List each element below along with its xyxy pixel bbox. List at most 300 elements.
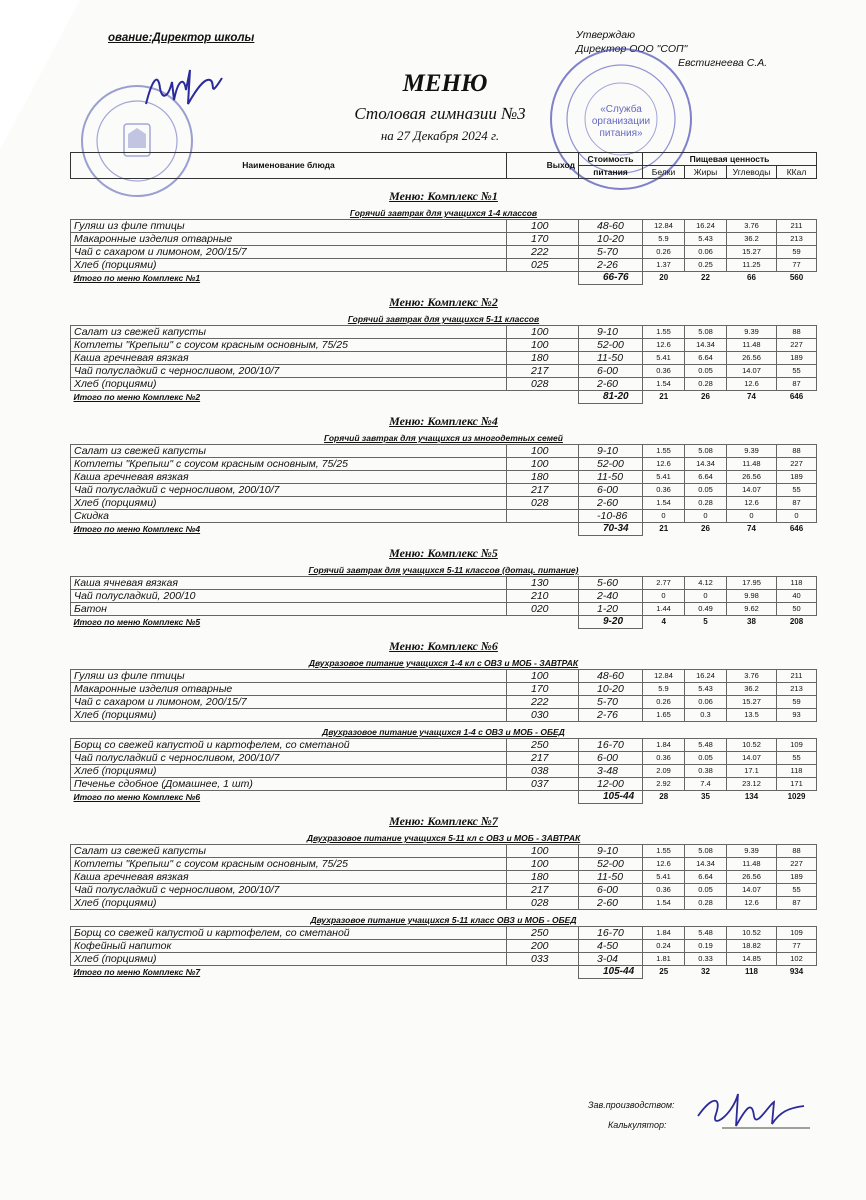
dish-carbs: 26.56 bbox=[727, 471, 777, 484]
dish-carbs: 13.5 bbox=[727, 709, 777, 722]
dish-output: 100 bbox=[507, 445, 579, 458]
dish-fat: 16.24 bbox=[685, 670, 727, 683]
menu-item-row bbox=[71, 577, 817, 590]
dish-price: 52-00 bbox=[579, 458, 643, 471]
dish-kcal: 213 bbox=[777, 683, 817, 696]
dish-protein: 0 bbox=[643, 510, 685, 523]
production-signature bbox=[692, 1086, 812, 1134]
total-kcal: 1029 bbox=[787, 792, 806, 802]
total-carbs: 74 bbox=[747, 392, 756, 402]
dish-protein: 1.55 bbox=[643, 845, 685, 858]
dish-fat: 5.43 bbox=[685, 233, 727, 246]
dish-carbs: 12.6 bbox=[727, 497, 777, 510]
menu-item-row bbox=[71, 259, 817, 272]
dish-carbs: 0 bbox=[727, 510, 777, 523]
calculator-label: Калькулятор: bbox=[608, 1120, 667, 1130]
menu-item-row bbox=[71, 590, 817, 603]
dish-output: 250 bbox=[507, 739, 579, 752]
dish-protein: 2.77 bbox=[643, 577, 685, 590]
menu-item-row bbox=[71, 339, 817, 352]
svg-text:питания»: питания» bbox=[599, 128, 643, 139]
dish-kcal: 189 bbox=[777, 352, 817, 365]
dish-carbs: 12.6 bbox=[727, 378, 777, 391]
dish-protein: 1.55 bbox=[643, 326, 685, 339]
dish-price: 2-60 bbox=[579, 378, 643, 391]
total-price: 9-20 bbox=[579, 616, 643, 629]
total-carbs: 38 bbox=[747, 617, 756, 627]
dish-protein: 1.37 bbox=[643, 259, 685, 272]
dish-kcal: 0 bbox=[777, 510, 817, 523]
total-label: Итого по меню Комплекс №4 bbox=[73, 524, 201, 535]
dish-name: Макаронные изделия отварные bbox=[71, 233, 507, 246]
dish-output: 170 bbox=[507, 233, 579, 246]
dish-fat: 0.19 bbox=[685, 940, 727, 953]
dish-output: 217 bbox=[507, 752, 579, 765]
dish-fat: 7.4 bbox=[685, 778, 727, 791]
dish-protein: 1.65 bbox=[643, 709, 685, 722]
dish-protein: 12.6 bbox=[643, 858, 685, 871]
dish-carbs: 26.56 bbox=[727, 352, 777, 365]
dish-kcal: 87 bbox=[777, 378, 817, 391]
col-price-header-2: питания bbox=[579, 166, 643, 179]
dish-carbs: 23.12 bbox=[727, 778, 777, 791]
dish-output: 180 bbox=[507, 352, 579, 365]
dish-carbs: 9.39 bbox=[727, 445, 777, 458]
dish-name: Чай с сахаром и лимоном, 200/15/7 bbox=[71, 696, 507, 709]
section-title-row bbox=[71, 536, 817, 561]
dish-output: 037 bbox=[507, 778, 579, 791]
dish-name: Хлеб (порциями) bbox=[71, 259, 507, 272]
menu-item-row bbox=[71, 445, 817, 458]
dish-kcal: 102 bbox=[777, 953, 817, 966]
dish-fat: 0 bbox=[685, 510, 727, 523]
total-kcal: 646 bbox=[789, 392, 804, 402]
dish-name: Батон bbox=[71, 603, 507, 616]
total-price: 105-44 bbox=[579, 791, 643, 804]
approval-left: ование:Директор школы bbox=[108, 32, 255, 44]
dish-name: Кофейный напиток bbox=[71, 940, 507, 953]
dish-kcal: 87 bbox=[777, 497, 817, 510]
dish-price: 11-50 bbox=[579, 871, 643, 884]
total-protein: 21 bbox=[659, 392, 669, 402]
section-title: Меню: Комплекс №5 bbox=[389, 546, 498, 560]
dish-protein: 5.41 bbox=[643, 352, 685, 365]
dish-fat: 0.05 bbox=[685, 365, 727, 378]
menu-item-row bbox=[71, 670, 817, 683]
dish-price: 2-60 bbox=[579, 497, 643, 510]
dish-kcal: 50 bbox=[777, 603, 817, 616]
total-kcal: 646 bbox=[789, 524, 804, 534]
dish-fat: 0.28 bbox=[685, 497, 727, 510]
dish-carbs: 3.76 bbox=[727, 670, 777, 683]
menu-item-row bbox=[71, 696, 817, 709]
total-carbs: 118 bbox=[745, 967, 758, 977]
dish-output: 210 bbox=[507, 590, 579, 603]
dish-output: 030 bbox=[507, 709, 579, 722]
dish-protein: 1.54 bbox=[643, 497, 685, 510]
dish-name: Салат из свежей капусты bbox=[71, 445, 507, 458]
total-label: Итого по меню Комплекс №5 bbox=[73, 617, 201, 628]
section-title: Меню: Комплекс №4 bbox=[389, 414, 498, 428]
dish-carbs: 9.39 bbox=[727, 326, 777, 339]
dish-protein: 5.41 bbox=[643, 871, 685, 884]
total-label: Итого по меню Комплекс №1 bbox=[73, 273, 201, 284]
dish-output: 222 bbox=[507, 246, 579, 259]
dish-name: Чай полусладкий с черносливом, 200/10/7 bbox=[71, 884, 507, 897]
menu-item-row bbox=[71, 752, 817, 765]
total-fat: 32 bbox=[701, 967, 710, 977]
dish-fat: 0 bbox=[685, 590, 727, 603]
dish-protein: 2.92 bbox=[643, 778, 685, 791]
dish-price: 6-00 bbox=[579, 484, 643, 497]
total-carbs: 134 bbox=[744, 792, 759, 802]
page-title: МЕНЮ bbox=[402, 70, 488, 97]
section-title-row bbox=[71, 804, 817, 829]
dish-protein: 1.55 bbox=[643, 445, 685, 458]
dish-carbs: 26.56 bbox=[727, 871, 777, 884]
dish-price: 1-20 bbox=[579, 603, 643, 616]
dish-price: 10-20 bbox=[579, 683, 643, 696]
dish-fat: 5.43 bbox=[685, 683, 727, 696]
dish-price: 12-00 bbox=[579, 778, 643, 791]
col-protein-header: Белки bbox=[643, 166, 685, 179]
dish-protein: 2.09 bbox=[643, 765, 685, 778]
dish-name: Котлеты "Крепыш" с соусом красным основным, 75/25 bbox=[71, 339, 507, 352]
dish-name: Гуляш из филе птицы bbox=[71, 670, 507, 683]
dish-protein: 12.6 bbox=[643, 339, 685, 352]
dish-output: 033 bbox=[507, 953, 579, 966]
menu-item-row bbox=[71, 471, 817, 484]
dish-carbs: 14.07 bbox=[727, 484, 777, 497]
menu-item-row bbox=[71, 940, 817, 953]
dish-price: 10-20 bbox=[579, 233, 643, 246]
menu-item-row bbox=[71, 858, 817, 871]
dish-name: Гуляш из филе птицы bbox=[71, 220, 507, 233]
menu-item-row bbox=[71, 778, 817, 791]
dish-carbs: 15.27 bbox=[727, 246, 777, 259]
section-title: Меню: Комплекс №6 bbox=[389, 639, 498, 653]
dish-fat: 0.25 bbox=[685, 259, 727, 272]
menu-item-row bbox=[71, 709, 817, 722]
meal-subtitle-row bbox=[71, 828, 817, 845]
dish-price: 5-70 bbox=[579, 696, 643, 709]
menu-item-row bbox=[71, 845, 817, 858]
section-total-row bbox=[71, 966, 817, 979]
meal-subtitle-row bbox=[71, 722, 817, 739]
menu-item-row bbox=[71, 352, 817, 365]
total-fat: 5 bbox=[703, 617, 708, 627]
dish-output: 028 bbox=[507, 378, 579, 391]
dish-name: Макаронные изделия отварные bbox=[71, 683, 507, 696]
section-title-row bbox=[71, 629, 817, 654]
svg-text:«Служба: «Служба bbox=[600, 104, 642, 115]
dish-kcal: 227 bbox=[777, 858, 817, 871]
dish-price: 5-70 bbox=[579, 246, 643, 259]
dish-kcal: 211 bbox=[777, 670, 817, 683]
dish-name: Салат из свежей капусты bbox=[71, 326, 507, 339]
dish-output: 100 bbox=[507, 858, 579, 871]
dish-protein: 0.36 bbox=[643, 752, 685, 765]
section-title: Меню: Комплекс №2 bbox=[389, 295, 498, 309]
dish-fat: 5.48 bbox=[685, 927, 727, 940]
menu-table bbox=[70, 152, 817, 979]
dish-name: Чай с сахаром и лимоном, 200/15/7 bbox=[71, 246, 507, 259]
dish-kcal: 227 bbox=[777, 339, 817, 352]
dish-price: 9-10 bbox=[579, 445, 643, 458]
menu-item-row bbox=[71, 871, 817, 884]
dish-name: Котлеты "Крепыш" с соусом красным основным, 75/25 bbox=[71, 458, 507, 471]
section-total-row bbox=[71, 391, 817, 404]
dish-protein: 1.44 bbox=[643, 603, 685, 616]
menu-item-row bbox=[71, 326, 817, 339]
dish-kcal: 171 bbox=[777, 778, 817, 791]
total-fat: 26 bbox=[701, 392, 710, 402]
dish-fat: 5.08 bbox=[685, 445, 727, 458]
dish-kcal: 189 bbox=[777, 471, 817, 484]
dish-output: 100 bbox=[507, 339, 579, 352]
dish-protein: 0.36 bbox=[643, 365, 685, 378]
dish-carbs: 36.2 bbox=[727, 683, 777, 696]
dish-kcal: 213 bbox=[777, 233, 817, 246]
dish-output: 100 bbox=[507, 670, 579, 683]
dish-price: 6-00 bbox=[579, 365, 643, 378]
dish-kcal: 77 bbox=[777, 940, 817, 953]
meal-subtitle: Двухразовое питание учащихся 5-11 класс ОВЗ и МОБ - ОБЕД bbox=[310, 915, 577, 925]
dish-protein: 1.84 bbox=[643, 927, 685, 940]
dish-fat: 5.08 bbox=[685, 326, 727, 339]
dish-price: 6-00 bbox=[579, 752, 643, 765]
dish-price: 3-48 bbox=[579, 765, 643, 778]
meal-subtitle: Горячий завтрак для учащихся 1-4 классов bbox=[349, 208, 538, 218]
dish-name: Хлеб (порциями) bbox=[71, 765, 507, 778]
dish-name: Каша гречневая вязкая bbox=[71, 352, 507, 365]
dish-protein: 1.54 bbox=[643, 897, 685, 910]
dish-fat: 0.05 bbox=[685, 752, 727, 765]
dish-output: 217 bbox=[507, 484, 579, 497]
dish-fat: 5.08 bbox=[685, 845, 727, 858]
meal-subtitle-row bbox=[71, 309, 817, 326]
dish-carbs: 10.52 bbox=[727, 739, 777, 752]
dish-output: 222 bbox=[507, 696, 579, 709]
dish-kcal: 88 bbox=[777, 445, 817, 458]
dish-price: 52-00 bbox=[579, 339, 643, 352]
menu-item-row bbox=[71, 739, 817, 752]
dish-protein: 1.54 bbox=[643, 378, 685, 391]
dish-kcal: 59 bbox=[777, 246, 817, 259]
total-protein: 20 bbox=[659, 273, 669, 283]
dish-kcal: 227 bbox=[777, 458, 817, 471]
dish-name: Хлеб (порциями) bbox=[71, 897, 507, 910]
col-nutrition-header: Пищевая ценность bbox=[643, 153, 817, 166]
dish-carbs: 14.07 bbox=[727, 365, 777, 378]
dish-fat: 14.34 bbox=[685, 458, 727, 471]
col-kcal-header: ККал bbox=[777, 166, 817, 179]
dish-carbs: 14.85 bbox=[727, 953, 777, 966]
dish-carbs: 15.27 bbox=[727, 696, 777, 709]
meal-subtitle: Горячий завтрак для учащихся 5-11 классов (дотац. питание) bbox=[308, 565, 579, 575]
col-fat-header: Жиры bbox=[685, 166, 727, 179]
dish-protein: 5.9 bbox=[643, 233, 685, 246]
dish-kcal: 118 bbox=[777, 765, 817, 778]
dish-output: 217 bbox=[507, 884, 579, 897]
dish-carbs: 12.6 bbox=[727, 897, 777, 910]
dish-output: 100 bbox=[507, 326, 579, 339]
dish-kcal: 109 bbox=[777, 927, 817, 940]
dish-protein: 12.84 bbox=[643, 220, 685, 233]
dish-protein: 0 bbox=[643, 590, 685, 603]
dish-name: Каша гречневая вязкая bbox=[71, 471, 507, 484]
dish-output bbox=[507, 510, 579, 523]
dish-kcal: 55 bbox=[777, 752, 817, 765]
dish-fat: 0.33 bbox=[685, 953, 727, 966]
dish-name: Чай полусладкий с черносливом, 200/10/7 bbox=[71, 752, 507, 765]
total-protein: 21 bbox=[659, 524, 669, 534]
dish-kcal: 55 bbox=[777, 884, 817, 897]
dish-price: 6-00 bbox=[579, 884, 643, 897]
dish-output: 025 bbox=[507, 259, 579, 272]
dish-output: 250 bbox=[507, 927, 579, 940]
dish-carbs: 17.95 bbox=[727, 577, 777, 590]
menu-item-row bbox=[71, 765, 817, 778]
total-fat: 26 bbox=[701, 524, 710, 534]
dish-carbs: 9.62 bbox=[727, 603, 777, 616]
total-label: Итого по меню Комплекс №6 bbox=[73, 792, 201, 803]
dish-fat: 0.05 bbox=[685, 884, 727, 897]
dish-protein: 12.6 bbox=[643, 458, 685, 471]
dish-price: 3-04 bbox=[579, 953, 643, 966]
section-title-row bbox=[71, 285, 817, 310]
meal-subtitle: Горячий завтрак для учащихся 5-11 классов bbox=[347, 314, 540, 324]
dish-carbs: 14.07 bbox=[727, 884, 777, 897]
total-carbs: 74 bbox=[747, 524, 756, 534]
dish-fat: 6.64 bbox=[685, 471, 727, 484]
dish-output: 100 bbox=[507, 220, 579, 233]
total-price: 81-20 bbox=[579, 391, 643, 404]
dish-price: 16-70 bbox=[579, 739, 643, 752]
total-carbs: 66 bbox=[747, 273, 756, 283]
dish-name: Хлеб (порциями) bbox=[71, 709, 507, 722]
dish-carbs: 10.52 bbox=[727, 927, 777, 940]
dish-fat: 0.06 bbox=[685, 246, 727, 259]
total-kcal: 934 bbox=[789, 967, 804, 977]
dish-carbs: 18.82 bbox=[727, 940, 777, 953]
total-protein: 4 bbox=[661, 617, 666, 627]
menu-item-row bbox=[71, 884, 817, 897]
dish-carbs: 14.07 bbox=[727, 752, 777, 765]
dish-name: Котлеты "Крепыш" с соусом красным основным, 75/25 bbox=[71, 858, 507, 871]
total-kcal: 560 bbox=[789, 273, 804, 283]
dish-name: Чай полусладкий с черносливом, 200/10/7 bbox=[71, 484, 507, 497]
dish-carbs: 9.39 bbox=[727, 845, 777, 858]
director-name: Евстигнеева С.А. bbox=[678, 57, 768, 69]
total-fat: 22 bbox=[701, 273, 710, 283]
dish-fat: 6.64 bbox=[685, 871, 727, 884]
total-protein: 28 bbox=[659, 792, 669, 802]
dish-fat: 0.06 bbox=[685, 696, 727, 709]
total-price: 70-34 bbox=[579, 523, 643, 536]
menu-item-row bbox=[71, 220, 817, 233]
production-label: Зав.производством: bbox=[588, 1100, 675, 1110]
meal-subtitle: Двухразовое питание учащихся 1-4 с ОВЗ и МОБ - ОБЕД bbox=[322, 727, 565, 737]
menu-item-row bbox=[71, 897, 817, 910]
dish-output: 200 bbox=[507, 940, 579, 953]
dish-price: 4-50 bbox=[579, 940, 643, 953]
col-output-header: Выход bbox=[507, 153, 579, 179]
dish-protein: 0.24 bbox=[643, 940, 685, 953]
dish-kcal: 109 bbox=[777, 739, 817, 752]
section-total-row bbox=[71, 523, 817, 536]
dish-carbs: 3.76 bbox=[727, 220, 777, 233]
dish-kcal: 55 bbox=[777, 365, 817, 378]
dish-name: Чай полусладкий с черносливом, 200/10/7 bbox=[71, 365, 507, 378]
menu-item-row bbox=[71, 458, 817, 471]
dish-carbs: 9.98 bbox=[727, 590, 777, 603]
menu-item-row bbox=[71, 484, 817, 497]
dish-carbs: 11.48 bbox=[727, 339, 777, 352]
dish-price: 2-76 bbox=[579, 709, 643, 722]
total-fat: 35 bbox=[701, 792, 710, 802]
dish-fat: 4.12 bbox=[685, 577, 727, 590]
menu-item-row bbox=[71, 233, 817, 246]
menu-item-row bbox=[71, 510, 817, 523]
total-protein: 25 bbox=[659, 967, 669, 977]
dish-output: 038 bbox=[507, 765, 579, 778]
dish-fat: 0.3 bbox=[685, 709, 727, 722]
dish-kcal: 118 bbox=[777, 577, 817, 590]
dish-output: 020 bbox=[507, 603, 579, 616]
dish-protein: 5.9 bbox=[643, 683, 685, 696]
dish-carbs: 11.48 bbox=[727, 458, 777, 471]
dish-price: 9-10 bbox=[579, 326, 643, 339]
table-header-row-1 bbox=[71, 153, 817, 166]
dish-price: 52-00 bbox=[579, 858, 643, 871]
dish-kcal: 88 bbox=[777, 326, 817, 339]
col-name-header: Наименование блюда bbox=[71, 153, 507, 179]
section-title: Меню: Комплекс №1 bbox=[389, 189, 498, 203]
director-label: Директор ООО "СОП" bbox=[576, 43, 688, 55]
meal-subtitle: Двухразовое питание учащихся 5-11 кл с ОВЗ и МОБ - ЗАВТРАК bbox=[306, 833, 581, 843]
dish-price: 48-60 bbox=[579, 220, 643, 233]
dish-carbs: 36.2 bbox=[727, 233, 777, 246]
dish-price: 2-60 bbox=[579, 897, 643, 910]
dish-name: Каша гречневая вязкая bbox=[71, 871, 507, 884]
meal-subtitle-row bbox=[71, 203, 817, 220]
dish-kcal: 59 bbox=[777, 696, 817, 709]
dish-name: Хлеб (порциями) bbox=[71, 953, 507, 966]
dish-carbs: 17.1 bbox=[727, 765, 777, 778]
dish-price: 5-60 bbox=[579, 577, 643, 590]
dish-fat: 0.05 bbox=[685, 484, 727, 497]
section-title: Меню: Комплекс №7 bbox=[389, 814, 498, 828]
dish-name: Печенье сдобное (Домашнее, 1 шт) bbox=[71, 778, 507, 791]
dish-kcal: 93 bbox=[777, 709, 817, 722]
dish-protein: 5.41 bbox=[643, 471, 685, 484]
dish-kcal: 55 bbox=[777, 484, 817, 497]
section-total-row bbox=[71, 791, 817, 804]
total-price: 105-44 bbox=[579, 966, 643, 979]
menu-item-row bbox=[71, 683, 817, 696]
dish-kcal: 189 bbox=[777, 871, 817, 884]
meal-subtitle-row bbox=[71, 653, 817, 670]
dish-protein: 1.81 bbox=[643, 953, 685, 966]
dish-price: 11-50 bbox=[579, 352, 643, 365]
dish-name: Хлеб (порциями) bbox=[71, 497, 507, 510]
col-carbs-header: Углеводы bbox=[727, 166, 777, 179]
dish-name: Каша ячневая вязкая bbox=[71, 577, 507, 590]
dish-fat: 14.34 bbox=[685, 858, 727, 871]
dish-name: Чай полусладкий, 200/10 bbox=[71, 590, 507, 603]
dish-protein: 1.84 bbox=[643, 739, 685, 752]
